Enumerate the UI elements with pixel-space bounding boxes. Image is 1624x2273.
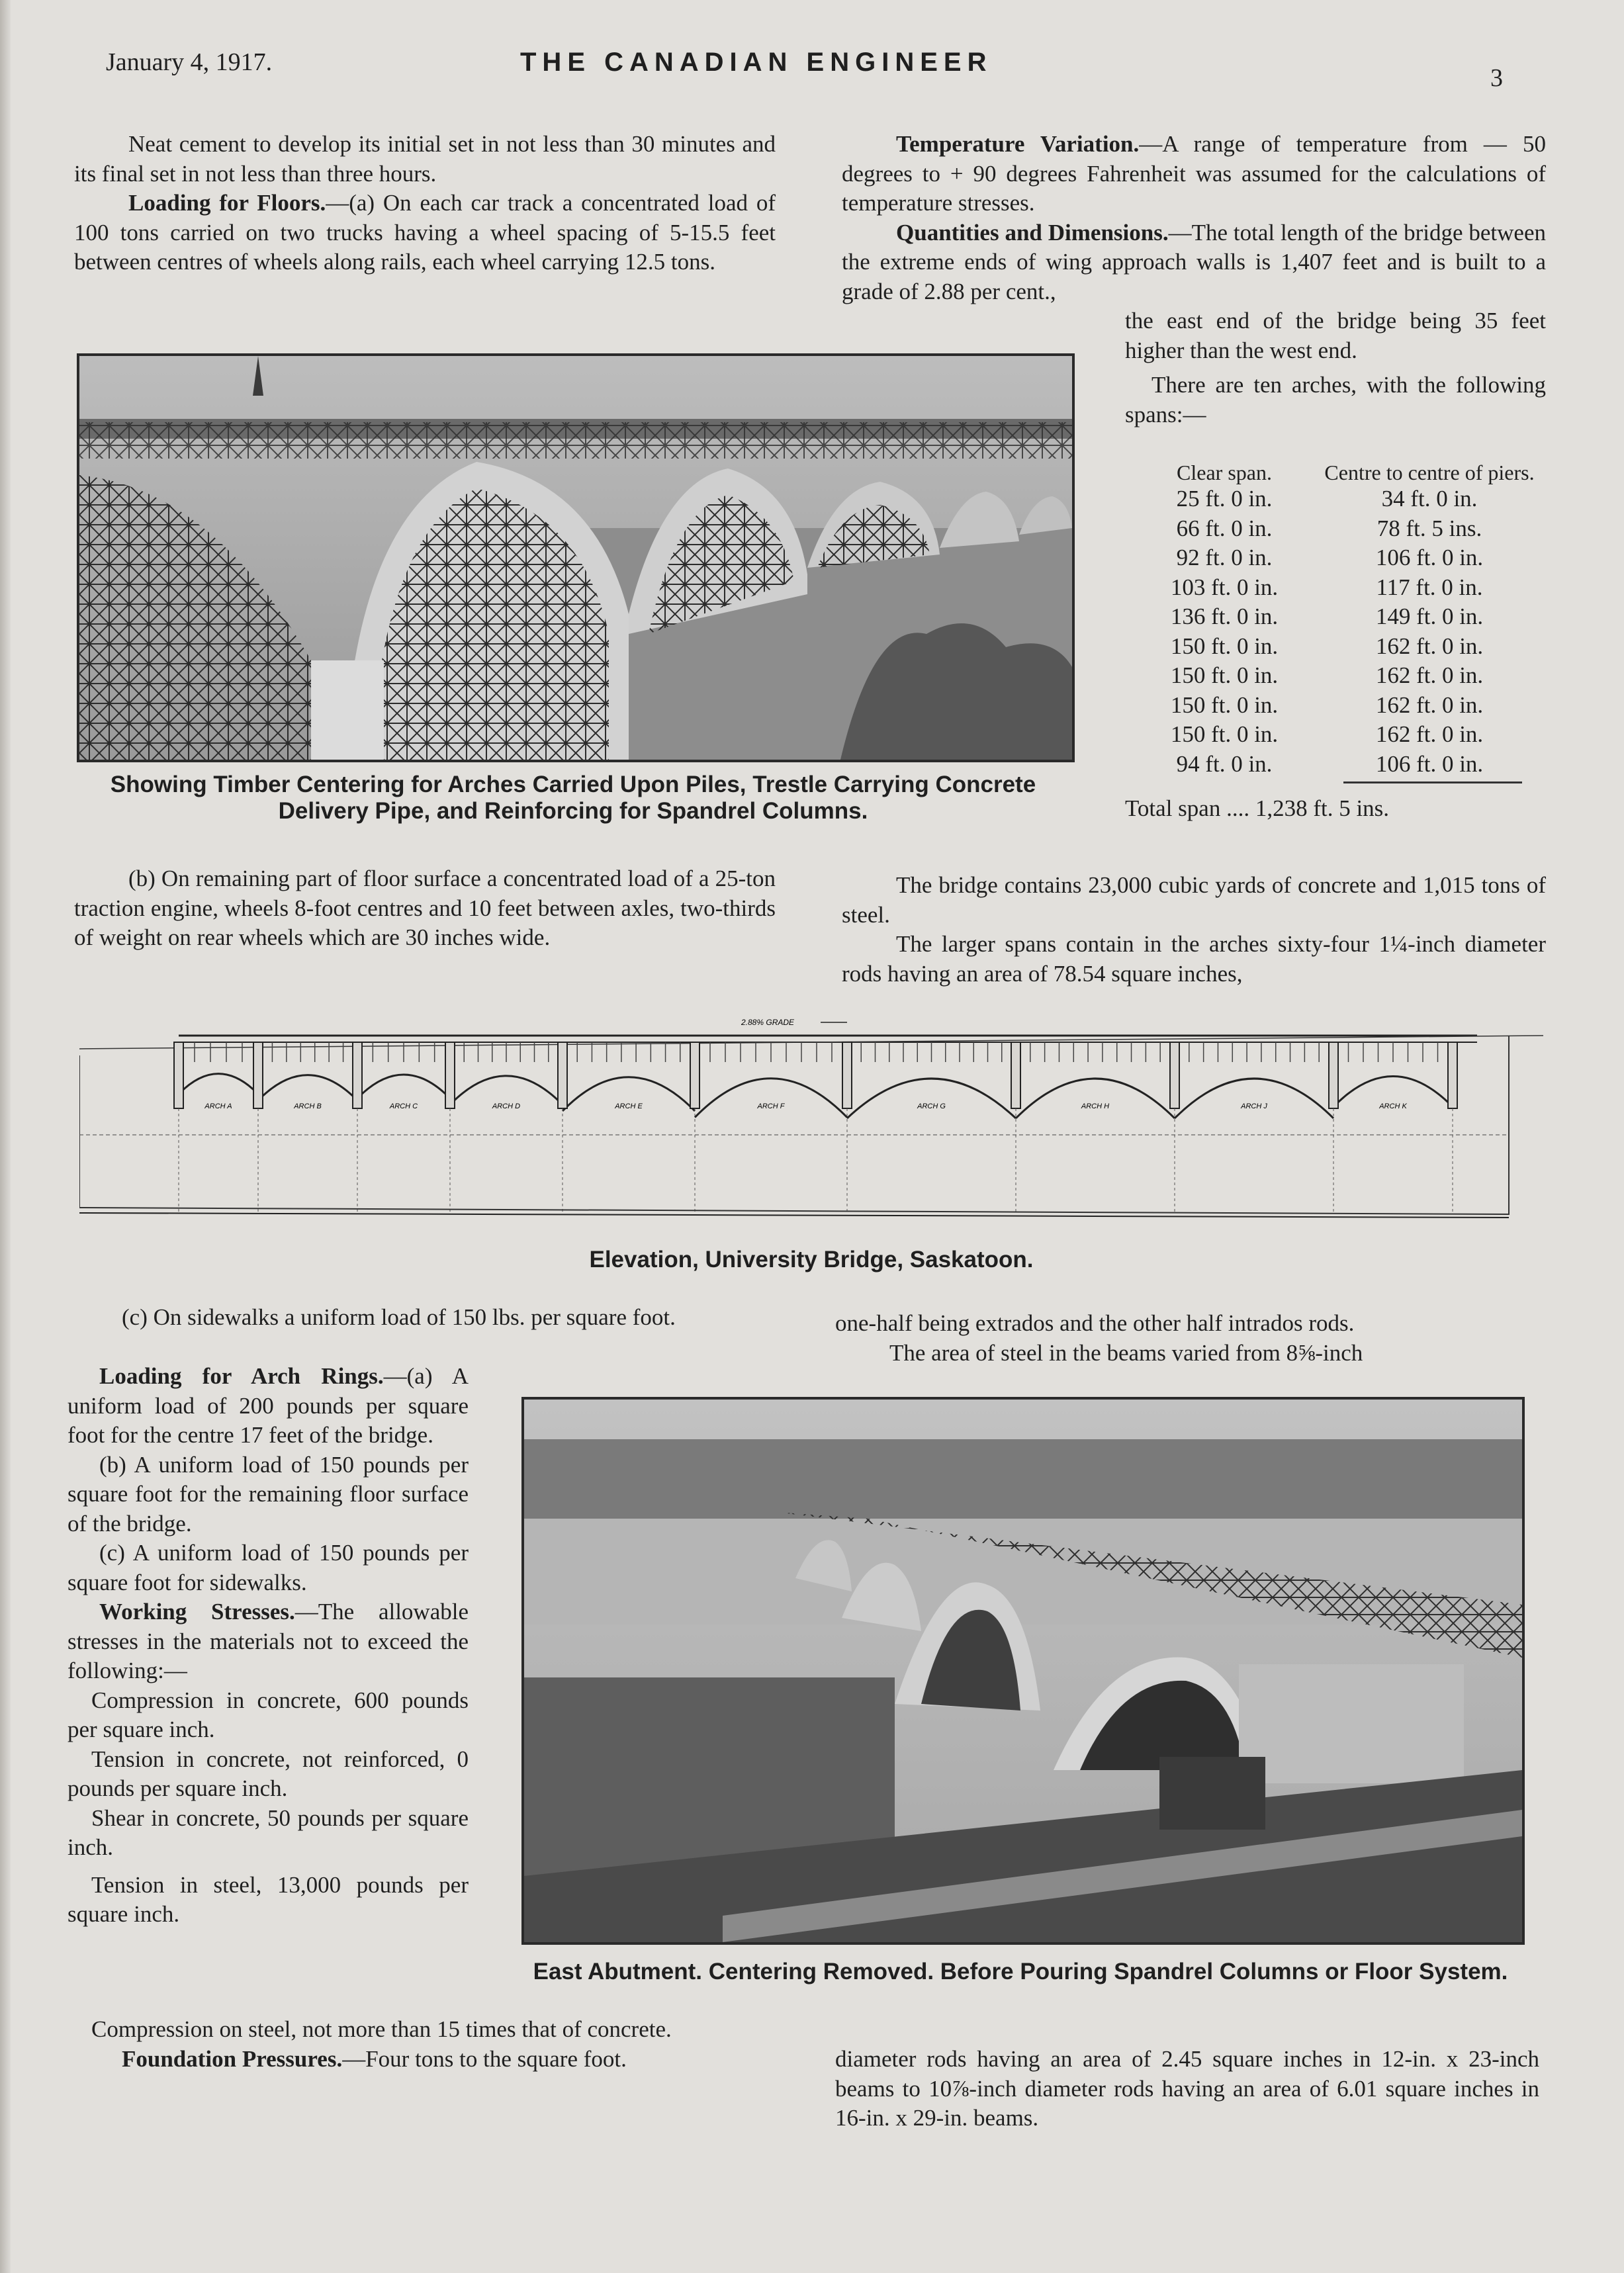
span-table-row <box>1125 632 1535 662</box>
total-rule <box>1343 781 1522 783</box>
arch-label: ARCH D <box>492 1102 521 1110</box>
heading-working-stresses: Working Stresses. <box>99 1599 295 1625</box>
paragraph-sidewalks: (c) On sidewalks a uniform load of 150 lbs. per square foot. <box>122 1304 676 1330</box>
pier <box>558 1042 567 1108</box>
paragraph-quantities-a: —The total length of the bridge between the extreme ends of wing approach walls is 1,407 feet and is built to a grade of 2.88 per cent., <box>842 219 1546 304</box>
span-table-row <box>1125 514 1535 544</box>
elevation-caption: Elevation, University Bridge, Saskatoon. <box>589 1247 1034 1272</box>
right-mid-text <box>842 871 1546 989</box>
header-date: January 4, 1917. <box>106 48 273 76</box>
span-total: Total span .... 1,238 ft. 5 ins. <box>1125 795 1390 821</box>
clear-span-cell: 94 ft. 0 in. <box>1176 750 1273 777</box>
journal-title: THE CANADIAN ENGINEER <box>520 48 993 77</box>
arch-curve <box>258 1075 357 1100</box>
paragraph-loading-floors: —(a) On each car track a concentrated load of 100 tons carried on two trucks having a wheel spacing of 5-15.5 feet between centres of wheels along rails, each wheel carrying 12.5 tons. <box>74 190 776 275</box>
photo-timber-centering <box>77 353 1075 762</box>
stress-compression-concrete: Compression in concrete, 600 pounds per square inch. <box>68 1687 469 1742</box>
arch-label: ARCH B <box>294 1102 322 1110</box>
centre-span-cell: 106 ft. 0 in. <box>1375 545 1484 571</box>
pier <box>842 1042 852 1108</box>
arch-curve <box>450 1076 563 1105</box>
span-table-row <box>1125 661 1535 691</box>
paragraph-beams-final: diameter rods having an area of 2.45 square inches in 12-in. x 23-inch beams to 10⅞-inch diameter rods having an area of 6.01 square inches in 16-in. x 29-in. beams. <box>835 2046 1539 2131</box>
arch-curve <box>179 1074 258 1094</box>
paragraph-temperature: —A range of temperature from — 50 degrees to + 90 degrees Fahrenheit was assumed for the calculations of temperature stresses. <box>842 131 1546 216</box>
pier <box>1011 1042 1020 1108</box>
arch-label: ARCH J <box>1241 1102 1267 1110</box>
arch-label: ARCH H <box>1081 1102 1110 1110</box>
clear-span-cell: 150 ft. 0 in. <box>1170 662 1279 689</box>
span-table <box>1125 461 1535 779</box>
centre-span-cell: 34 ft. 0 in. <box>1381 486 1478 512</box>
pier <box>253 1042 263 1108</box>
clear-span-cell: 25 ft. 0 in. <box>1176 486 1273 512</box>
centre-span-cell: 106 ft. 0 in. <box>1375 750 1484 777</box>
span-table-header-clear: Clear span. <box>1177 461 1272 484</box>
paragraph-arch-a: —(a) A uniform load of 200 pounds per square foot for the centre 17 feet of the bridge. <box>68 1363 469 1448</box>
stress-tension-concrete: Tension in concrete, not reinforced, 0 pounds per square inch. <box>68 1746 469 1801</box>
clear-span-cell: 92 ft. 0 in. <box>1176 545 1273 571</box>
arch-curve <box>695 1079 847 1118</box>
clear-span-cell: 150 ft. 0 in. <box>1170 633 1279 659</box>
left-bottom-text <box>68 1362 469 1930</box>
arch-curve <box>847 1079 1016 1118</box>
stress-shear-concrete: Shear in concrete, 50 pounds per square inch. <box>68 1805 469 1860</box>
page-number: 3 <box>1490 64 1503 92</box>
page-edge <box>0 0 11 2273</box>
centre-span-cell: 162 ft. 0 in. <box>1375 721 1484 748</box>
paragraph-arch-b: (b) A uniform load of 150 pounds per square foot for the remaining floor surface of the bridge. <box>68 1451 469 1537</box>
arch-label: ARCH K <box>1379 1102 1407 1110</box>
paragraph-arches-intro: There are ten arches, with the following spans:— <box>1125 372 1546 427</box>
pier <box>1329 1042 1338 1108</box>
photo-east-abutment-caption: East Abutment. Centering Removed. Before Pouring Spandrel Columns or Floor System. <box>533 1959 1508 1984</box>
arch-label: ARCH E <box>615 1102 643 1110</box>
arch-label: ARCH F <box>757 1102 785 1110</box>
span-table-row <box>1125 750 1535 780</box>
arch-curve <box>1016 1079 1175 1118</box>
arch-curve <box>357 1075 450 1098</box>
paragraph-extrados: one-half being extrados and the other half intrados rods. <box>835 1310 1355 1336</box>
arch-labels-group <box>204 1102 1407 1110</box>
centre-span-cell: 149 ft. 0 in. <box>1375 603 1484 630</box>
elevation-svg <box>79 1016 1543 1241</box>
right-column-narrow <box>1125 306 1546 429</box>
pier <box>174 1042 183 1108</box>
right-final-text <box>835 2045 1539 2133</box>
centre-span-cell: 162 ft. 0 in. <box>1375 662 1484 689</box>
heading-loading-floors: Loading for Floors. <box>128 190 326 216</box>
clear-span-cell: 150 ft. 0 in. <box>1170 721 1279 748</box>
sidewalk-text <box>68 1303 776 1333</box>
heading-temperature: Temperature Variation. <box>896 131 1140 157</box>
span-table-body <box>1125 484 1535 779</box>
elevation-drawing <box>79 1016 1543 1241</box>
paragraph-traction-engine: (b) On remaining part of floor surface a concentrated load of a 25-ton traction engine, wheels 8-foot centres and 10 feet between axles, two-thirds of weight on rear wheels which are 30 inches wide. <box>74 866 776 950</box>
left-top-text <box>74 130 776 277</box>
span-table-row <box>1125 543 1535 573</box>
photo-timber-centering-caption: Showing Timber Centering for Arches Carried Upon Piles, Trestle Carrying Concrete Delivery Pipe, and Reinforcing for Spandrel Columns. <box>110 772 1036 824</box>
heading-foundation-pressures: Foundation Pressures. <box>122 2045 343 2072</box>
arch-label: ARCH C <box>389 1102 418 1110</box>
span-table-row <box>1125 602 1535 632</box>
span-table-header-centre: Centre to centre of piers. <box>1324 461 1535 484</box>
heading-quantities: Quantities and Dimensions. <box>896 219 1169 245</box>
span-table-row <box>1125 573 1535 603</box>
grade-label: 2.88% GRADE <box>741 1018 795 1027</box>
photo-east-abutment <box>521 1397 1525 1945</box>
span-table-row <box>1125 484 1535 514</box>
arch-label: ARCH A <box>204 1102 232 1110</box>
span-table-row <box>1125 720 1535 750</box>
clear-span-cell: 150 ft. 0 in. <box>1170 691 1279 718</box>
centre-span-cell: 162 ft. 0 in. <box>1375 633 1484 659</box>
pier <box>1448 1042 1457 1108</box>
right-bottom-text <box>835 1309 1539 1368</box>
left-bottom-text-wide <box>68 2015 776 2074</box>
clear-span-cell: 66 ft. 0 in. <box>1176 515 1273 541</box>
paragraph-foundation-pressures: —Four tons to the square foot. <box>342 2045 627 2072</box>
span-table-row <box>1125 691 1535 721</box>
pier <box>1170 1042 1179 1108</box>
centre-span-cell: 78 ft. 5 ins. <box>1376 515 1482 541</box>
paragraph-quantities-b: the east end of the bridge being 35 feet higher than the west end. <box>1125 308 1546 363</box>
pier <box>445 1042 455 1108</box>
arch-label: ARCH G <box>917 1102 946 1110</box>
pier <box>690 1042 699 1108</box>
paragraph-steel-beams: The area of steel in the beams varied from 8⅝-inch <box>889 1339 1363 1366</box>
arches-group <box>174 1042 1457 1214</box>
stress-tension-steel: Tension in steel, 13,000 pounds per square inch. <box>68 1871 469 1927</box>
clear-span-cell: 136 ft. 0 in. <box>1170 603 1279 630</box>
centre-span-cell: 162 ft. 0 in. <box>1375 691 1484 718</box>
paragraph-arch-c: (c) A uniform load of 150 pounds per square foot for sidewalks. <box>68 1540 469 1595</box>
paragraph-concrete-steel: The bridge contains 23,000 cubic yards of concrete and 1,015 tons of steel. <box>842 872 1546 928</box>
centre-span-cell: 117 ft. 0 in. <box>1376 574 1483 600</box>
bridge-arches-photo <box>79 356 1072 760</box>
paragraph-cement: Neat cement to develop its initial set in not less than 30 minutes and its final set in not less than three hours. <box>74 131 776 187</box>
arch-curve <box>1175 1079 1333 1118</box>
stress-compression-steel: Compression on steel, not more than 15 times that of concrete. <box>91 2016 672 2042</box>
span-table-container <box>1125 461 1546 822</box>
pier <box>353 1042 362 1108</box>
right-top-text <box>842 130 1546 306</box>
heading-arch-rings: Loading for Arch Rings. <box>99 1363 384 1389</box>
paragraph-rods: The larger spans contain in the arches sixty-four 1¼-inch diameter rods having an area of 78.54 square inches, <box>842 931 1546 987</box>
left-mid-text <box>74 864 776 953</box>
clear-span-cell: 103 ft. 0 in. <box>1170 574 1279 600</box>
east-abutment-photo <box>524 1400 1522 1942</box>
paragraph-working-stresses: —The allowable stresses in the materials not to exceed the following:— <box>68 1599 469 1683</box>
